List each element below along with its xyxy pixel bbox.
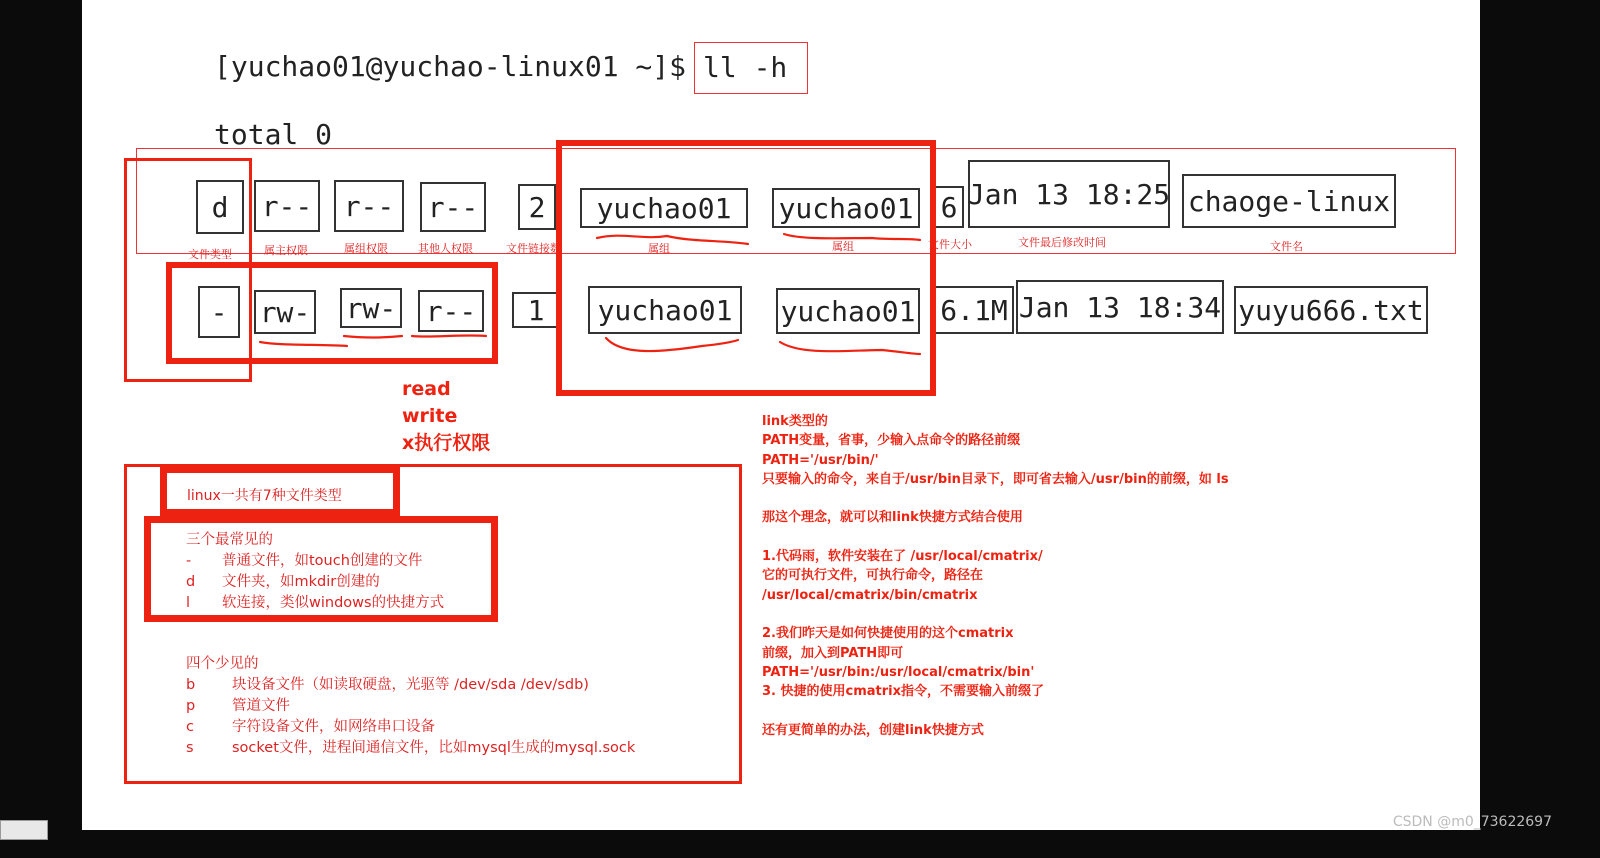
row2-perm-highlight	[166, 262, 498, 364]
note-line: link类型的	[762, 414, 828, 429]
label-owner-perm: 属主权限	[264, 244, 308, 257]
note-line: 那这个理念，就可以和link快捷方式结合使用	[762, 510, 1023, 526]
whiteboard-canvas	[82, 0, 1480, 830]
rwx-execute: x执行权限	[402, 432, 491, 454]
type-desc: socket文件，进程间通信文件，比如mysql生成的mysql.sock	[232, 740, 636, 756]
type-code: l	[186, 595, 191, 611]
type-code: c	[186, 719, 194, 735]
label-mtime: 文件最后修改时间	[1018, 236, 1106, 249]
row1-size-cell: 6	[934, 186, 964, 228]
row1-group-cell: yuchao01	[772, 188, 920, 228]
row1-owner-cell: yuchao01	[580, 188, 748, 228]
label-other-perm: 其他人权限	[418, 242, 473, 255]
common-type-row	[186, 549, 422, 570]
row1-owner-perm-cell: r--	[254, 180, 320, 232]
rwx-read: read	[402, 378, 451, 400]
row2-owner-perm-cell: rw-	[254, 290, 316, 334]
note-line: 1.代码雨，软件安装在了 /usr/local/cmatrix/	[762, 549, 1043, 565]
left-letterbox	[0, 0, 82, 858]
note-line: PATH='/usr/bin:/usr/local/cmatrix/bin'	[762, 664, 1035, 680]
note-line: 它的可执行文件，可执行命令，路径在	[762, 568, 984, 584]
note-line: 前缀，加入到PATH即可	[762, 645, 904, 661]
row2-other-perm-cell: r--	[418, 290, 484, 332]
note-line	[762, 489, 1229, 508]
row1-mtime-cell: Jan 13 18:25	[968, 160, 1170, 228]
row2-size-cell: 6.1M	[934, 286, 1014, 334]
label-link-count: 文件链接数	[506, 242, 561, 255]
owner-group-highlight	[556, 140, 936, 396]
row2-owner-cell: yuchao01	[588, 286, 742, 334]
note-line: /usr/local/cmatrix/bin/cmatrix	[762, 587, 978, 603]
rare-heading: 四个少见的	[186, 656, 259, 672]
label-group-perm: 属组权限	[344, 242, 388, 255]
row1-type-cell: d	[196, 180, 244, 234]
type-code: d	[186, 574, 196, 590]
rare-type-row	[186, 715, 435, 736]
note-line	[762, 701, 1229, 720]
total-line: total 0	[214, 118, 333, 151]
file-types-title: linux一共有7种文件类型	[160, 466, 400, 516]
command-box: ll -h	[694, 42, 808, 94]
label-file-size: 文件大小	[928, 238, 972, 251]
type-code: s	[186, 740, 194, 756]
row1-group-perm-cell: r--	[334, 180, 404, 232]
row1-filename-cell: chaoge-linux	[1182, 174, 1396, 228]
label-file-type: 文件类型	[188, 248, 232, 261]
type-desc: 字符设备文件，如网络串口设备	[232, 719, 435, 735]
row2-group-cell: yuchao01	[776, 288, 920, 334]
note-line: 还有更简单的办法，创建link快捷方式	[762, 722, 984, 738]
right-letterbox	[1480, 0, 1600, 858]
note-line	[762, 605, 1229, 624]
watermark: CSDN @m0_73622697	[1392, 814, 1552, 830]
note-line: 2.我们昨天是如何快捷使用的这个cmatrix	[762, 626, 1014, 642]
rare-type-row	[186, 736, 635, 757]
common-type-row	[186, 570, 380, 591]
row2-group-perm-cell: rw-	[340, 288, 402, 328]
path-notes	[762, 412, 1229, 740]
note-line: 3. 快捷的使用cmatrix指令，不需要输入前缀了	[762, 684, 1045, 700]
common-type-row	[186, 591, 444, 612]
type-code: p	[186, 698, 196, 714]
zoom-dropdown-stub[interactable]	[0, 820, 48, 840]
label-group: 属组	[832, 240, 854, 253]
row2-filename-cell: yuyu666.txt	[1234, 286, 1428, 334]
label-filename: 文件名	[1270, 240, 1303, 253]
type-desc: 软连接，类似windows的快捷方式	[222, 595, 445, 611]
type-code: -	[186, 553, 192, 569]
rwx-write: write	[402, 405, 458, 427]
row2-mtime-cell: Jan 13 18:34	[1016, 280, 1224, 334]
note-line: PATH='/usr/bin/'	[762, 452, 879, 468]
row1-other-perm-cell: r--	[420, 182, 486, 232]
rwx-legend	[402, 376, 490, 457]
row2-type-cell: -	[198, 286, 240, 338]
type-code: b	[186, 677, 196, 693]
row2-links-cell: 1	[512, 292, 560, 328]
type-desc: 文件夹，如mkdir创建的	[222, 574, 380, 590]
note-line	[762, 528, 1229, 547]
type-desc: 块设备文件（如读取硬盘，光驱等 /dev/sda /dev/sdb)	[232, 677, 589, 693]
label-owner: 属组	[648, 242, 670, 255]
row1-links-cell: 2	[518, 184, 556, 230]
bottom-letterbox	[0, 830, 1600, 858]
common-heading: 三个最常见的	[186, 532, 273, 548]
rare-type-row	[186, 673, 589, 694]
shell-prompt: [yuchao01@yuchao-linux01 ~]$	[214, 50, 687, 83]
note-line: 只要输入的命令，来自于/usr/bin目录下，即可省去输入/usr/bin的前缀，如 ls	[762, 471, 1229, 487]
rare-type-row	[186, 694, 290, 715]
type-desc: 管道文件	[232, 698, 290, 714]
note-line: PATH变量，省事，少输入点命令的路径前缀	[762, 433, 1021, 449]
type-desc: 普通文件，如touch创建的文件	[222, 553, 423, 569]
